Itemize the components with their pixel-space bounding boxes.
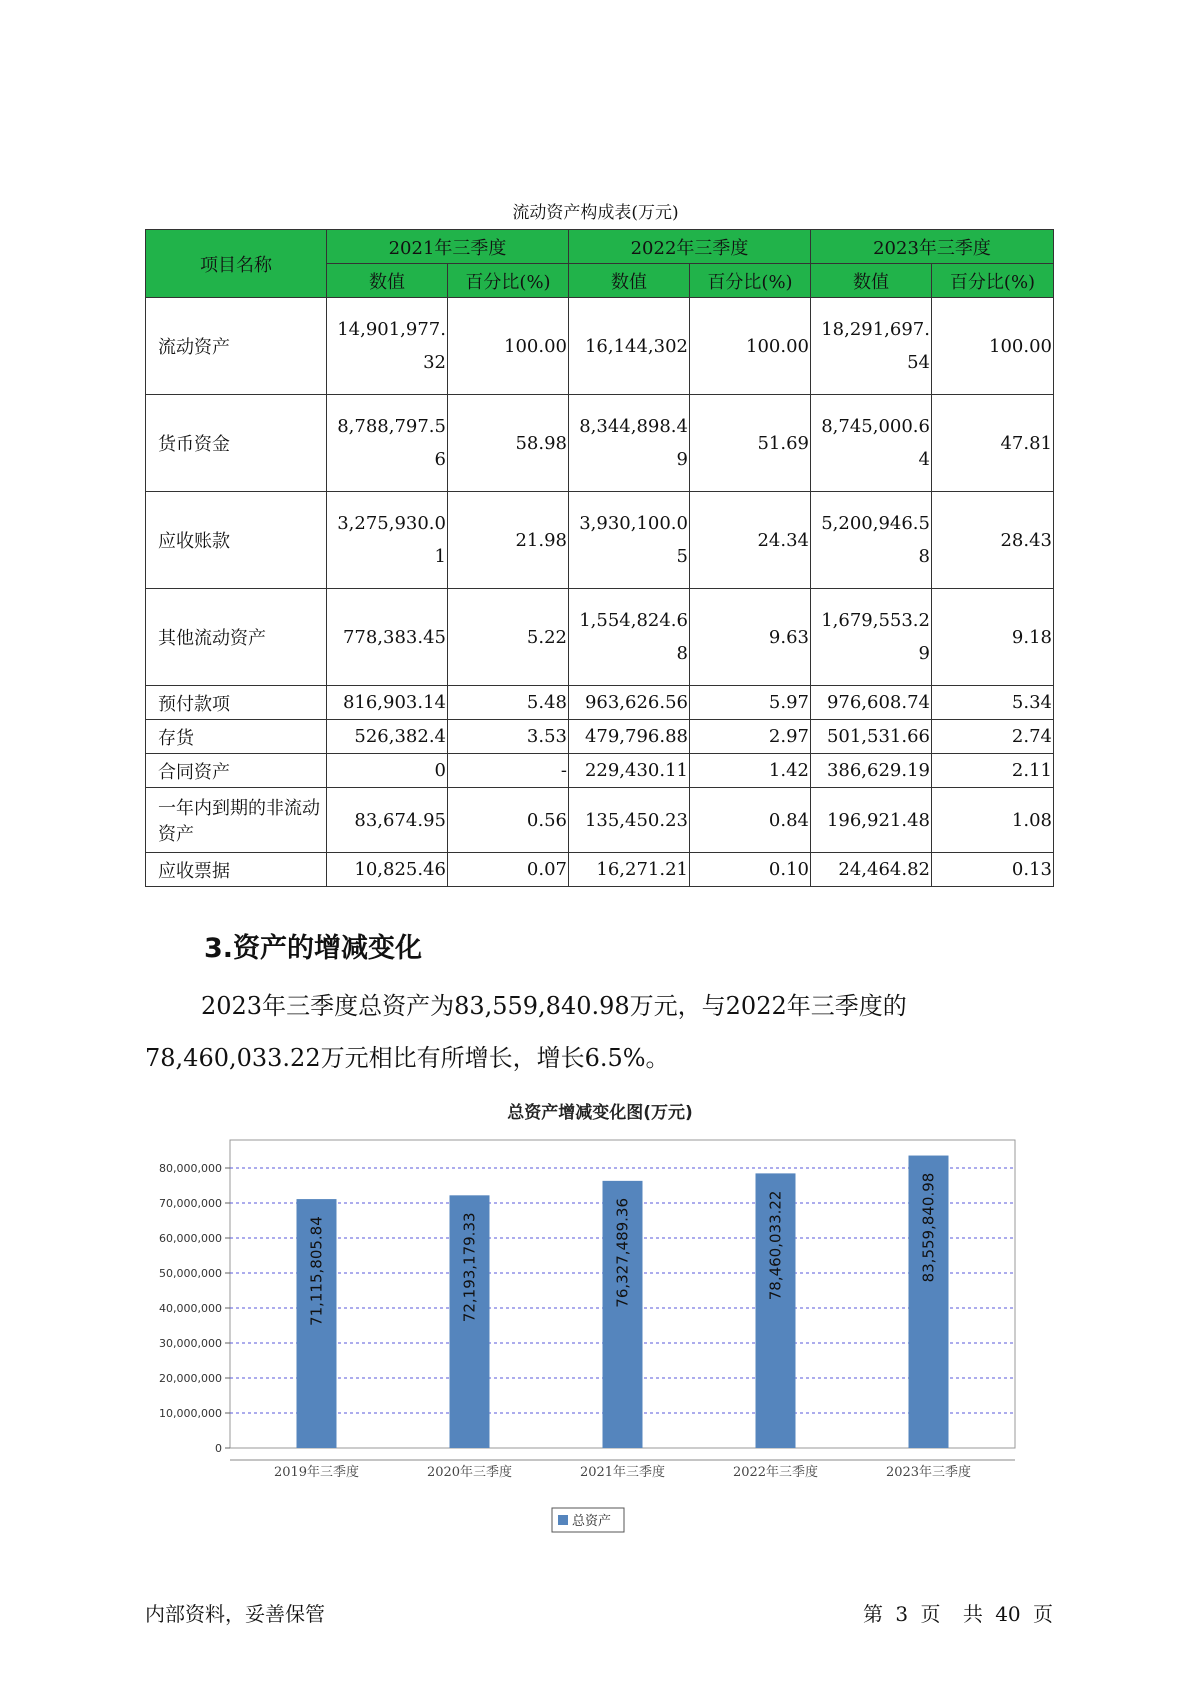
header-value: 数值 (327, 264, 448, 298)
value-cell: 479,796.88 (569, 720, 690, 754)
percent-cell: 100.00 (932, 298, 1054, 395)
header-percent: 百分比(%) (932, 264, 1054, 298)
legend-label: 总资产 (572, 1514, 612, 1529)
value-cell: 526,382.4 (327, 720, 448, 754)
percent-cell: 28.43 (932, 492, 1054, 589)
table-row (146, 395, 1054, 492)
value-cell: 8,788,797.56 (327, 395, 448, 492)
header-value: 数值 (569, 264, 690, 298)
percent-cell: 0.84 (690, 788, 811, 853)
chart-svg (159, 1098, 1030, 1558)
header-period: 2023年三季度 (811, 230, 1054, 264)
row-label: 一年内到期的非流动资产 (146, 788, 327, 853)
x-tick-label: 2019年三季度 (273, 1465, 360, 1480)
bar-data-label: 76,327,489.36 (613, 1197, 632, 1308)
row-label: 应收账款 (146, 492, 327, 589)
percent-cell: 1.42 (690, 754, 811, 788)
value-cell: 16,271.21 (569, 853, 690, 887)
value-cell: 135,450.23 (569, 788, 690, 853)
table-row (146, 754, 1054, 788)
chart-title: 总资产增减变化图(万元) (507, 1103, 693, 1123)
y-tick-label: 80,000,000 (159, 1162, 222, 1175)
row-label: 货币资金 (146, 395, 327, 492)
total-pages: 40 (995, 1602, 1021, 1626)
legend-swatch (558, 1515, 568, 1525)
row-label: 预付款项 (146, 686, 327, 720)
header-value: 数值 (811, 264, 932, 298)
value-cell: 16,144,302 (569, 298, 690, 395)
value-cell: 14,901,977.32 (327, 298, 448, 395)
page-number: 3 (895, 1602, 909, 1626)
table-row (146, 298, 1054, 395)
value-cell: 976,608.74 (811, 686, 932, 720)
table-caption: 流动资产构成表(万元) (512, 203, 679, 223)
bar-data-label: 72,193,179.33 (460, 1212, 479, 1323)
y-tick-label: 0 (215, 1442, 222, 1455)
percent-cell: 0.56 (448, 788, 569, 853)
header-percent: 百分比(%) (690, 264, 811, 298)
header-item-name: 项目名称 (146, 230, 327, 298)
percent-cell: 1.08 (932, 788, 1054, 853)
header-period: 2022年三季度 (569, 230, 811, 264)
x-tick-label: 2021年三季度 (579, 1465, 666, 1480)
table-row (146, 492, 1054, 589)
y-tick-label: 50,000,000 (159, 1267, 222, 1280)
percent-cell: 24.34 (690, 492, 811, 589)
y-tick-label: 30,000,000 (159, 1337, 222, 1350)
percent-cell: - (448, 754, 569, 788)
section-title: 3.资产的增减变化 (204, 933, 423, 964)
value-cell: 196,921.48 (811, 788, 932, 853)
value-cell: 18,291,697.54 (811, 298, 932, 395)
bar-data-label: 83,559,840.98 (919, 1172, 938, 1283)
total-label-pre: 共 (962, 1602, 983, 1626)
y-tick-label: 60,000,000 (159, 1232, 222, 1245)
value-cell: 10,825.46 (327, 853, 448, 887)
section-paragraph: 2023年三季度总资产为83,559,840.98万元，与2022年三季度的78,460,033.22万元相比有所增长，增长6.5%。 (145, 992, 907, 1072)
row-label: 合同资产 (146, 754, 327, 788)
table-row (146, 686, 1054, 720)
page-indicator (857, 1598, 1053, 1627)
current-assets-table (145, 229, 1054, 887)
percent-cell: 100.00 (690, 298, 811, 395)
x-tick-label: 2023年三季度 (885, 1465, 972, 1480)
value-cell: 963,626.56 (569, 686, 690, 720)
y-tick-label: 20,000,000 (159, 1372, 222, 1385)
value-cell: 1,554,824.68 (569, 589, 690, 686)
x-tick-label: 2020年三季度 (426, 1465, 513, 1480)
x-tick-label: 2022年三季度 (732, 1465, 819, 1480)
row-label: 流动资产 (146, 298, 327, 395)
value-cell: 0 (327, 754, 448, 788)
value-cell: 229,430.11 (569, 754, 690, 788)
percent-cell: 3.53 (448, 720, 569, 754)
value-cell: 8,344,898.49 (569, 395, 690, 492)
row-label: 存货 (146, 720, 327, 754)
table-row (146, 589, 1054, 686)
value-cell: 3,930,100.05 (569, 492, 690, 589)
percent-cell: 100.00 (448, 298, 569, 395)
percent-cell: 51.69 (690, 395, 811, 492)
total-assets-chart (159, 1098, 1030, 1558)
percent-cell: 9.18 (932, 589, 1054, 686)
value-cell: 778,383.45 (327, 589, 448, 686)
value-cell: 816,903.14 (327, 686, 448, 720)
bar-data-label: 71,115,805.84 (307, 1216, 326, 1326)
percent-cell: 2.97 (690, 720, 811, 754)
percent-cell: 0.13 (932, 853, 1054, 887)
percent-cell: 0.07 (448, 853, 569, 887)
y-tick-label: 10,000,000 (159, 1407, 222, 1420)
page-label-post: 页 (920, 1602, 941, 1626)
percent-cell: 58.98 (448, 395, 569, 492)
page-label-pre: 第 (863, 1602, 884, 1626)
total-label-post: 页 (1033, 1602, 1053, 1626)
percent-cell: 21.98 (448, 492, 569, 589)
table-row (146, 853, 1054, 887)
percent-cell: 2.11 (932, 754, 1054, 788)
percent-cell: 9.63 (690, 589, 811, 686)
table-row (146, 720, 1054, 754)
value-cell: 8,745,000.64 (811, 395, 932, 492)
value-cell: 83,674.95 (327, 788, 448, 853)
value-cell: 501,531.66 (811, 720, 932, 754)
header-percent: 百分比(%) (448, 264, 569, 298)
footer-note: 内部资料，妥善保管 (145, 1602, 325, 1626)
y-tick-label: 40,000,000 (159, 1302, 222, 1315)
percent-cell: 2.74 (932, 720, 1054, 754)
row-label: 应收票据 (146, 853, 327, 887)
percent-cell: 5.48 (448, 686, 569, 720)
percent-cell: 5.22 (448, 589, 569, 686)
header-period: 2021年三季度 (327, 230, 569, 264)
percent-cell: 0.10 (690, 853, 811, 887)
value-cell: 386,629.19 (811, 754, 932, 788)
percent-cell: 5.97 (690, 686, 811, 720)
percent-cell: 47.81 (932, 395, 1054, 492)
value-cell: 3,275,930.01 (327, 492, 448, 589)
percent-cell: 5.34 (932, 686, 1054, 720)
value-cell: 24,464.82 (811, 853, 932, 887)
bar-data-label: 78,460,033.22 (766, 1190, 785, 1301)
value-cell: 1,679,553.29 (811, 589, 932, 686)
table-row (146, 788, 1054, 853)
row-label: 其他流动资产 (146, 589, 327, 686)
value-cell: 5,200,946.58 (811, 492, 932, 589)
y-tick-label: 70,000,000 (159, 1197, 222, 1210)
